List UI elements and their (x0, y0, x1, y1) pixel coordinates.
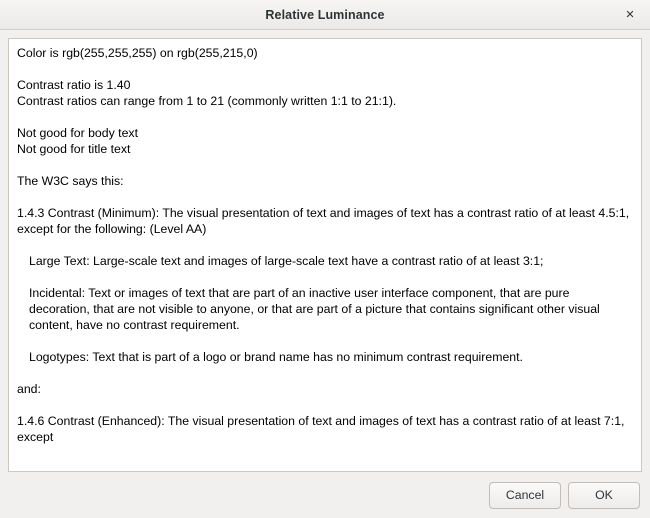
report-line: Color is rgb(255,255,255) on rgb(255,215,0) (17, 46, 258, 60)
report-line-blank (17, 237, 633, 253)
report-textview[interactable] (8, 38, 642, 472)
report-line: 1.4.6 Contrast (Enhanced): The visual presentation of text and images of text has a contrast ratio of at least 7:1, except (17, 414, 628, 444)
report-line: Large Text: Large-scale text and images of large-scale text have a contrast ratio of at least 3:1; (29, 254, 544, 268)
report-line: Not good for title text (17, 142, 131, 156)
report-line: Contrast ratio is 1.40 (17, 78, 131, 92)
report-text-body (17, 45, 633, 445)
dialog-content (0, 30, 650, 472)
dialog-footer (0, 472, 650, 518)
report-line-blank (17, 269, 633, 285)
report-line-blank (17, 189, 633, 205)
close-icon[interactable]: × (625, 6, 635, 23)
report-line: Contrast ratios can range from 1 to 21 (commonly written 1:1 to 21:1). (17, 94, 397, 108)
cancel-button[interactable]: Cancel (489, 482, 561, 509)
report-line: and: (17, 382, 41, 396)
report-line: The W3C says this: (17, 174, 124, 188)
report-line: 1.4.3 Contrast (Minimum): The visual presentation of text and images of text has a contrast ratio of at least 4.5:1, except for the following: (Level AA) (17, 206, 633, 236)
ok-button[interactable]: OK (568, 482, 640, 509)
report-line-blank (17, 61, 633, 77)
report-line-blank (17, 109, 633, 125)
report-line: Not good for body text (17, 126, 138, 140)
report-line: Logotypes: Text that is part of a logo or brand name has no minimum contrast requirement. (29, 350, 523, 364)
report-line-blank (17, 397, 633, 413)
report-line: Incidental: Text or images of text that are part of an inactive user interface component, that are pure decoration, that are not visible to anyone, or that are part of a picture that contains significant other visual content, have no contrast requirement. (29, 286, 604, 332)
window-title: Relative Luminance (265, 7, 385, 22)
title-bar (0, 0, 650, 30)
report-line-blank (17, 333, 633, 349)
report-line-blank (17, 157, 633, 173)
report-line-blank (17, 365, 633, 381)
